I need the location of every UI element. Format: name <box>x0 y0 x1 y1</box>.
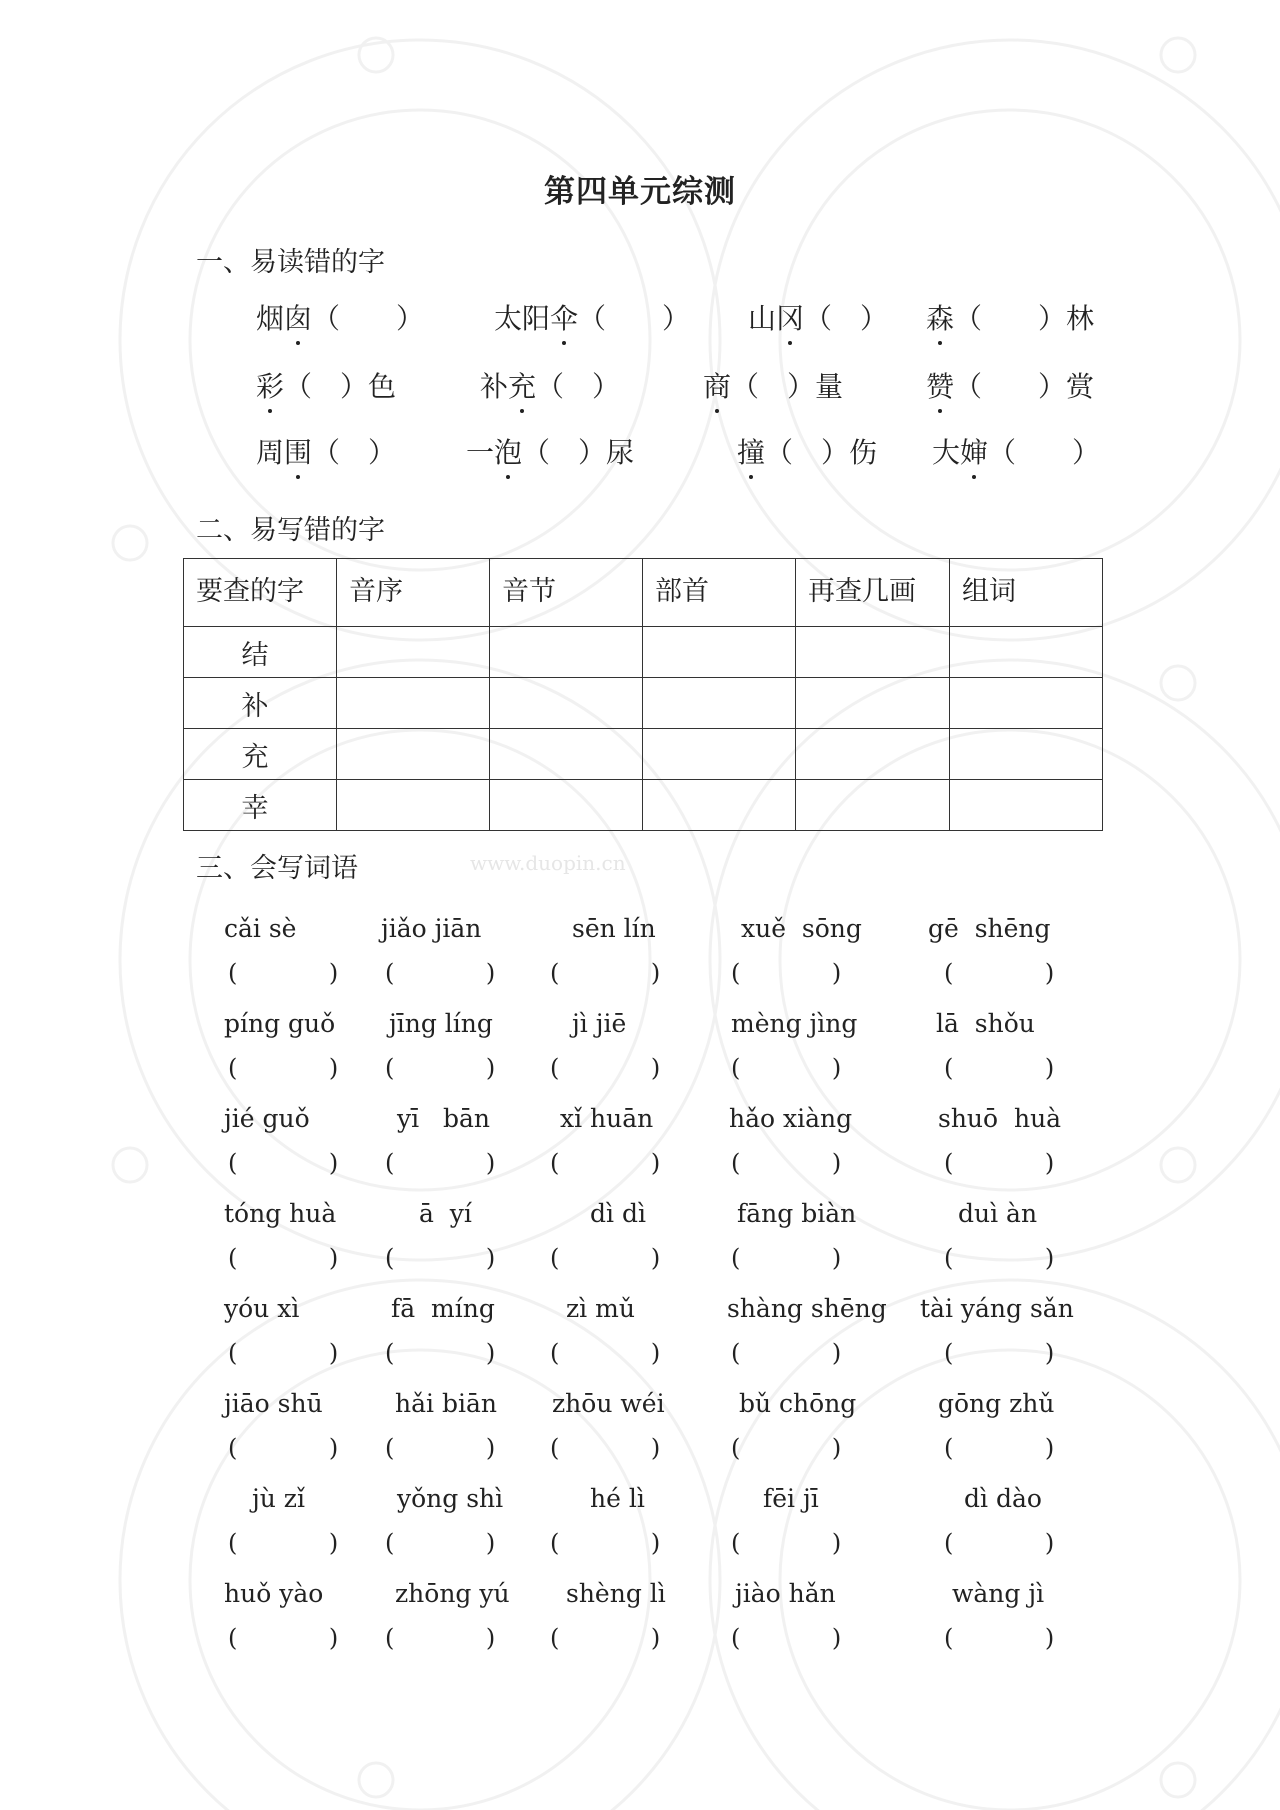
dotted-character: 彩 <box>256 370 285 403</box>
pinyin-word: wàng jì <box>952 1579 1045 1608</box>
reading-item: 烟囱（ ） <box>256 302 425 335</box>
pinyin-word: jù zǐ <box>252 1484 305 1513</box>
dotted-character: 婶 <box>960 436 989 469</box>
answer-bracket[interactable]: ( ) <box>550 1434 661 1462</box>
pinyin-word: píng guǒ <box>224 1009 336 1038</box>
answer-bracket[interactable]: ( ) <box>731 1339 842 1367</box>
pinyin-word: yī bān <box>397 1104 490 1133</box>
section-heading-two: 二、易写错的字 <box>196 515 385 546</box>
answer-cell[interactable] <box>796 780 950 831</box>
pinyin-word: jiào hǎn <box>735 1579 836 1608</box>
pinyin-word: jì jiē <box>572 1009 627 1038</box>
reading-item: 大婶（ ） <box>932 436 1101 469</box>
answer-cell[interactable] <box>490 678 643 729</box>
answer-bracket[interactable]: ( ) <box>228 1339 339 1367</box>
lookup-character: 充 <box>184 729 337 780</box>
answer-bracket[interactable]: ( ) <box>731 1244 842 1272</box>
answer-cell[interactable] <box>490 627 643 678</box>
answer-bracket[interactable]: ( ) <box>228 1149 339 1177</box>
answer-bracket[interactable]: ( ) <box>550 1529 661 1557</box>
answer-bracket[interactable]: ( ) <box>550 959 661 987</box>
table-row <box>184 780 1103 831</box>
answer-bracket[interactable]: ( ) <box>944 1054 1055 1082</box>
pinyin-word: gōng zhǔ <box>938 1389 1055 1418</box>
dotted-character: 伞 <box>550 302 579 335</box>
pinyin-word: mèng jìng <box>731 1009 858 1038</box>
answer-cell[interactable] <box>796 678 950 729</box>
answer-cell[interactable] <box>796 729 950 780</box>
answer-bracket[interactable]: ( ) <box>944 1624 1055 1652</box>
reading-item: 太阳伞（ ） <box>494 302 691 335</box>
pinyin-word: yóu xì <box>224 1294 300 1323</box>
reading-item: 商（ ）量 <box>703 370 844 403</box>
table-row <box>184 678 1103 729</box>
reading-item: 一泡（ ）尿 <box>466 436 635 469</box>
column-header: 再查几画 <box>796 559 950 627</box>
pinyin-word: dì dì <box>590 1199 646 1228</box>
pinyin-word: dì dào <box>964 1484 1042 1513</box>
answer-cell[interactable] <box>337 678 490 729</box>
dotted-character: 充 <box>508 370 537 403</box>
pinyin-word: hé lì <box>590 1484 645 1513</box>
answer-bracket[interactable]: ( ) <box>550 1339 661 1367</box>
column-header: 组词 <box>950 559 1103 627</box>
pinyin-word: jīng líng <box>389 1009 493 1038</box>
pinyin-word: shuō huà <box>938 1104 1062 1133</box>
pinyin-word: hǎo xiàng <box>729 1104 853 1133</box>
pinyin-word: duì àn <box>958 1199 1038 1228</box>
reading-item: 周围（ ） <box>256 436 397 469</box>
answer-cell[interactable] <box>643 678 796 729</box>
answer-bracket[interactable]: ( ) <box>944 1149 1055 1177</box>
answer-cell[interactable] <box>337 729 490 780</box>
answer-bracket[interactable]: ( ) <box>385 1624 496 1652</box>
answer-bracket[interactable]: ( ) <box>228 959 339 987</box>
dictionary-lookup-table <box>183 558 1103 831</box>
answer-cell[interactable] <box>490 729 643 780</box>
answer-bracket[interactable]: ( ) <box>731 1434 842 1462</box>
table-row <box>184 729 1103 780</box>
answer-bracket[interactable]: ( ) <box>550 1054 661 1082</box>
pinyin-word: ā yí <box>419 1199 472 1228</box>
answer-bracket[interactable]: ( ) <box>385 1054 496 1082</box>
answer-cell[interactable] <box>950 627 1103 678</box>
answer-bracket[interactable]: ( ) <box>385 1339 496 1367</box>
column-header: 音序 <box>337 559 490 627</box>
answer-bracket[interactable]: ( ) <box>385 1434 496 1462</box>
pinyin-word: zhōu wéi <box>552 1389 665 1418</box>
reading-item: 山冈（ ） <box>748 302 889 335</box>
pinyin-word: jiāo shū <box>224 1389 323 1418</box>
dotted-character: 赞 <box>926 370 955 403</box>
answer-bracket[interactable]: ( ) <box>731 1624 842 1652</box>
dotted-character: 商 <box>703 370 732 403</box>
lookup-character: 结 <box>184 627 337 678</box>
table-header-row <box>184 559 1103 627</box>
answer-bracket[interactable]: ( ) <box>731 1529 842 1557</box>
page-title: 第四单元综测 <box>544 174 736 210</box>
pinyin-word: gē shēng <box>928 914 1051 943</box>
dotted-character: 囱 <box>284 302 313 335</box>
answer-cell[interactable] <box>643 729 796 780</box>
pinyin-word: fā míng <box>391 1294 495 1323</box>
answer-bracket[interactable]: ( ) <box>731 959 842 987</box>
dotted-character: 冈 <box>776 302 805 335</box>
answer-cell[interactable] <box>796 627 950 678</box>
pinyin-word: huǒ yào <box>224 1579 324 1608</box>
reading-item: 赞（ ）赏 <box>926 370 1095 403</box>
pinyin-word: hǎi biān <box>395 1389 497 1418</box>
section-heading-three: 三、会写词语 <box>196 853 358 884</box>
answer-cell[interactable] <box>950 678 1103 729</box>
pinyin-word: zì mǔ <box>566 1294 635 1323</box>
answer-bracket[interactable]: ( ) <box>944 1339 1055 1367</box>
pinyin-word: fēi jī <box>763 1484 819 1513</box>
answer-cell[interactable] <box>337 627 490 678</box>
answer-cell[interactable] <box>950 780 1103 831</box>
answer-cell[interactable] <box>950 729 1103 780</box>
dotted-character: 森 <box>926 302 955 335</box>
answer-bracket[interactable]: ( ) <box>731 1054 842 1082</box>
reading-item: 撞（ ）伤 <box>737 436 878 469</box>
answer-bracket[interactable]: ( ) <box>731 1149 842 1177</box>
pinyin-word: shèng lì <box>566 1579 666 1608</box>
dotted-character: 撞 <box>737 436 766 469</box>
pinyin-word: fāng biàn <box>737 1199 857 1228</box>
pinyin-word: sēn lín <box>572 914 656 943</box>
answer-bracket[interactable]: ( ) <box>228 1244 339 1272</box>
answer-bracket[interactable]: ( ) <box>385 1529 496 1557</box>
answer-bracket[interactable]: ( ) <box>550 1624 661 1652</box>
dotted-character: 围 <box>284 436 313 469</box>
dotted-character: 泡 <box>494 436 523 469</box>
pinyin-word: lā shǒu <box>936 1009 1035 1038</box>
section-heading-one: 一、易读错的字 <box>196 247 385 278</box>
answer-bracket[interactable]: ( ) <box>228 1054 339 1082</box>
reading-item: 补充（ ） <box>480 370 621 403</box>
answer-bracket[interactable]: ( ) <box>228 1434 339 1462</box>
reading-item: 森（ ）林 <box>926 302 1095 335</box>
pinyin-word: jié guǒ <box>224 1104 310 1133</box>
pinyin-word: shàng shēng <box>727 1294 887 1323</box>
answer-bracket[interactable]: ( ) <box>228 1529 339 1557</box>
answer-bracket[interactable]: ( ) <box>385 1244 496 1272</box>
answer-bracket[interactable]: ( ) <box>385 959 496 987</box>
table-row <box>184 627 1103 678</box>
answer-bracket[interactable]: ( ) <box>944 1434 1055 1462</box>
pinyin-word: yǒng shì <box>397 1484 504 1513</box>
reading-item: 彩（ ）色 <box>256 370 397 403</box>
answer-bracket[interactable]: ( ) <box>944 959 1055 987</box>
pinyin-word: zhōng yú <box>395 1579 510 1608</box>
lookup-character: 幸 <box>184 780 337 831</box>
pinyin-word: tóng huà <box>224 1199 337 1228</box>
answer-bracket[interactable]: ( ) <box>944 1244 1055 1272</box>
lookup-character: 补 <box>184 678 337 729</box>
column-header: 音节 <box>490 559 643 627</box>
answer-bracket[interactable]: ( ) <box>385 1149 496 1177</box>
answer-cell[interactable] <box>337 780 490 831</box>
pinyin-word: cǎi sè <box>224 914 297 943</box>
pinyin-word: xuě sōng <box>741 914 862 943</box>
answer-bracket[interactable]: ( ) <box>550 1149 661 1177</box>
answer-cell[interactable] <box>643 780 796 831</box>
pinyin-word: bǔ chōng <box>739 1389 857 1418</box>
column-header: 部首 <box>643 559 796 627</box>
answer-cell[interactable] <box>490 780 643 831</box>
answer-bracket[interactable]: ( ) <box>944 1529 1055 1557</box>
watermark-url: www.duopin.cn <box>470 851 626 875</box>
pinyin-word: tài yáng sǎn <box>920 1294 1074 1323</box>
pinyin-word: jiǎo jiān <box>381 914 482 943</box>
column-header: 要查的字 <box>184 559 337 627</box>
answer-cell[interactable] <box>643 627 796 678</box>
answer-bracket[interactable]: ( ) <box>550 1244 661 1272</box>
pinyin-word: xǐ huān <box>560 1104 654 1133</box>
answer-bracket[interactable]: ( ) <box>228 1624 339 1652</box>
